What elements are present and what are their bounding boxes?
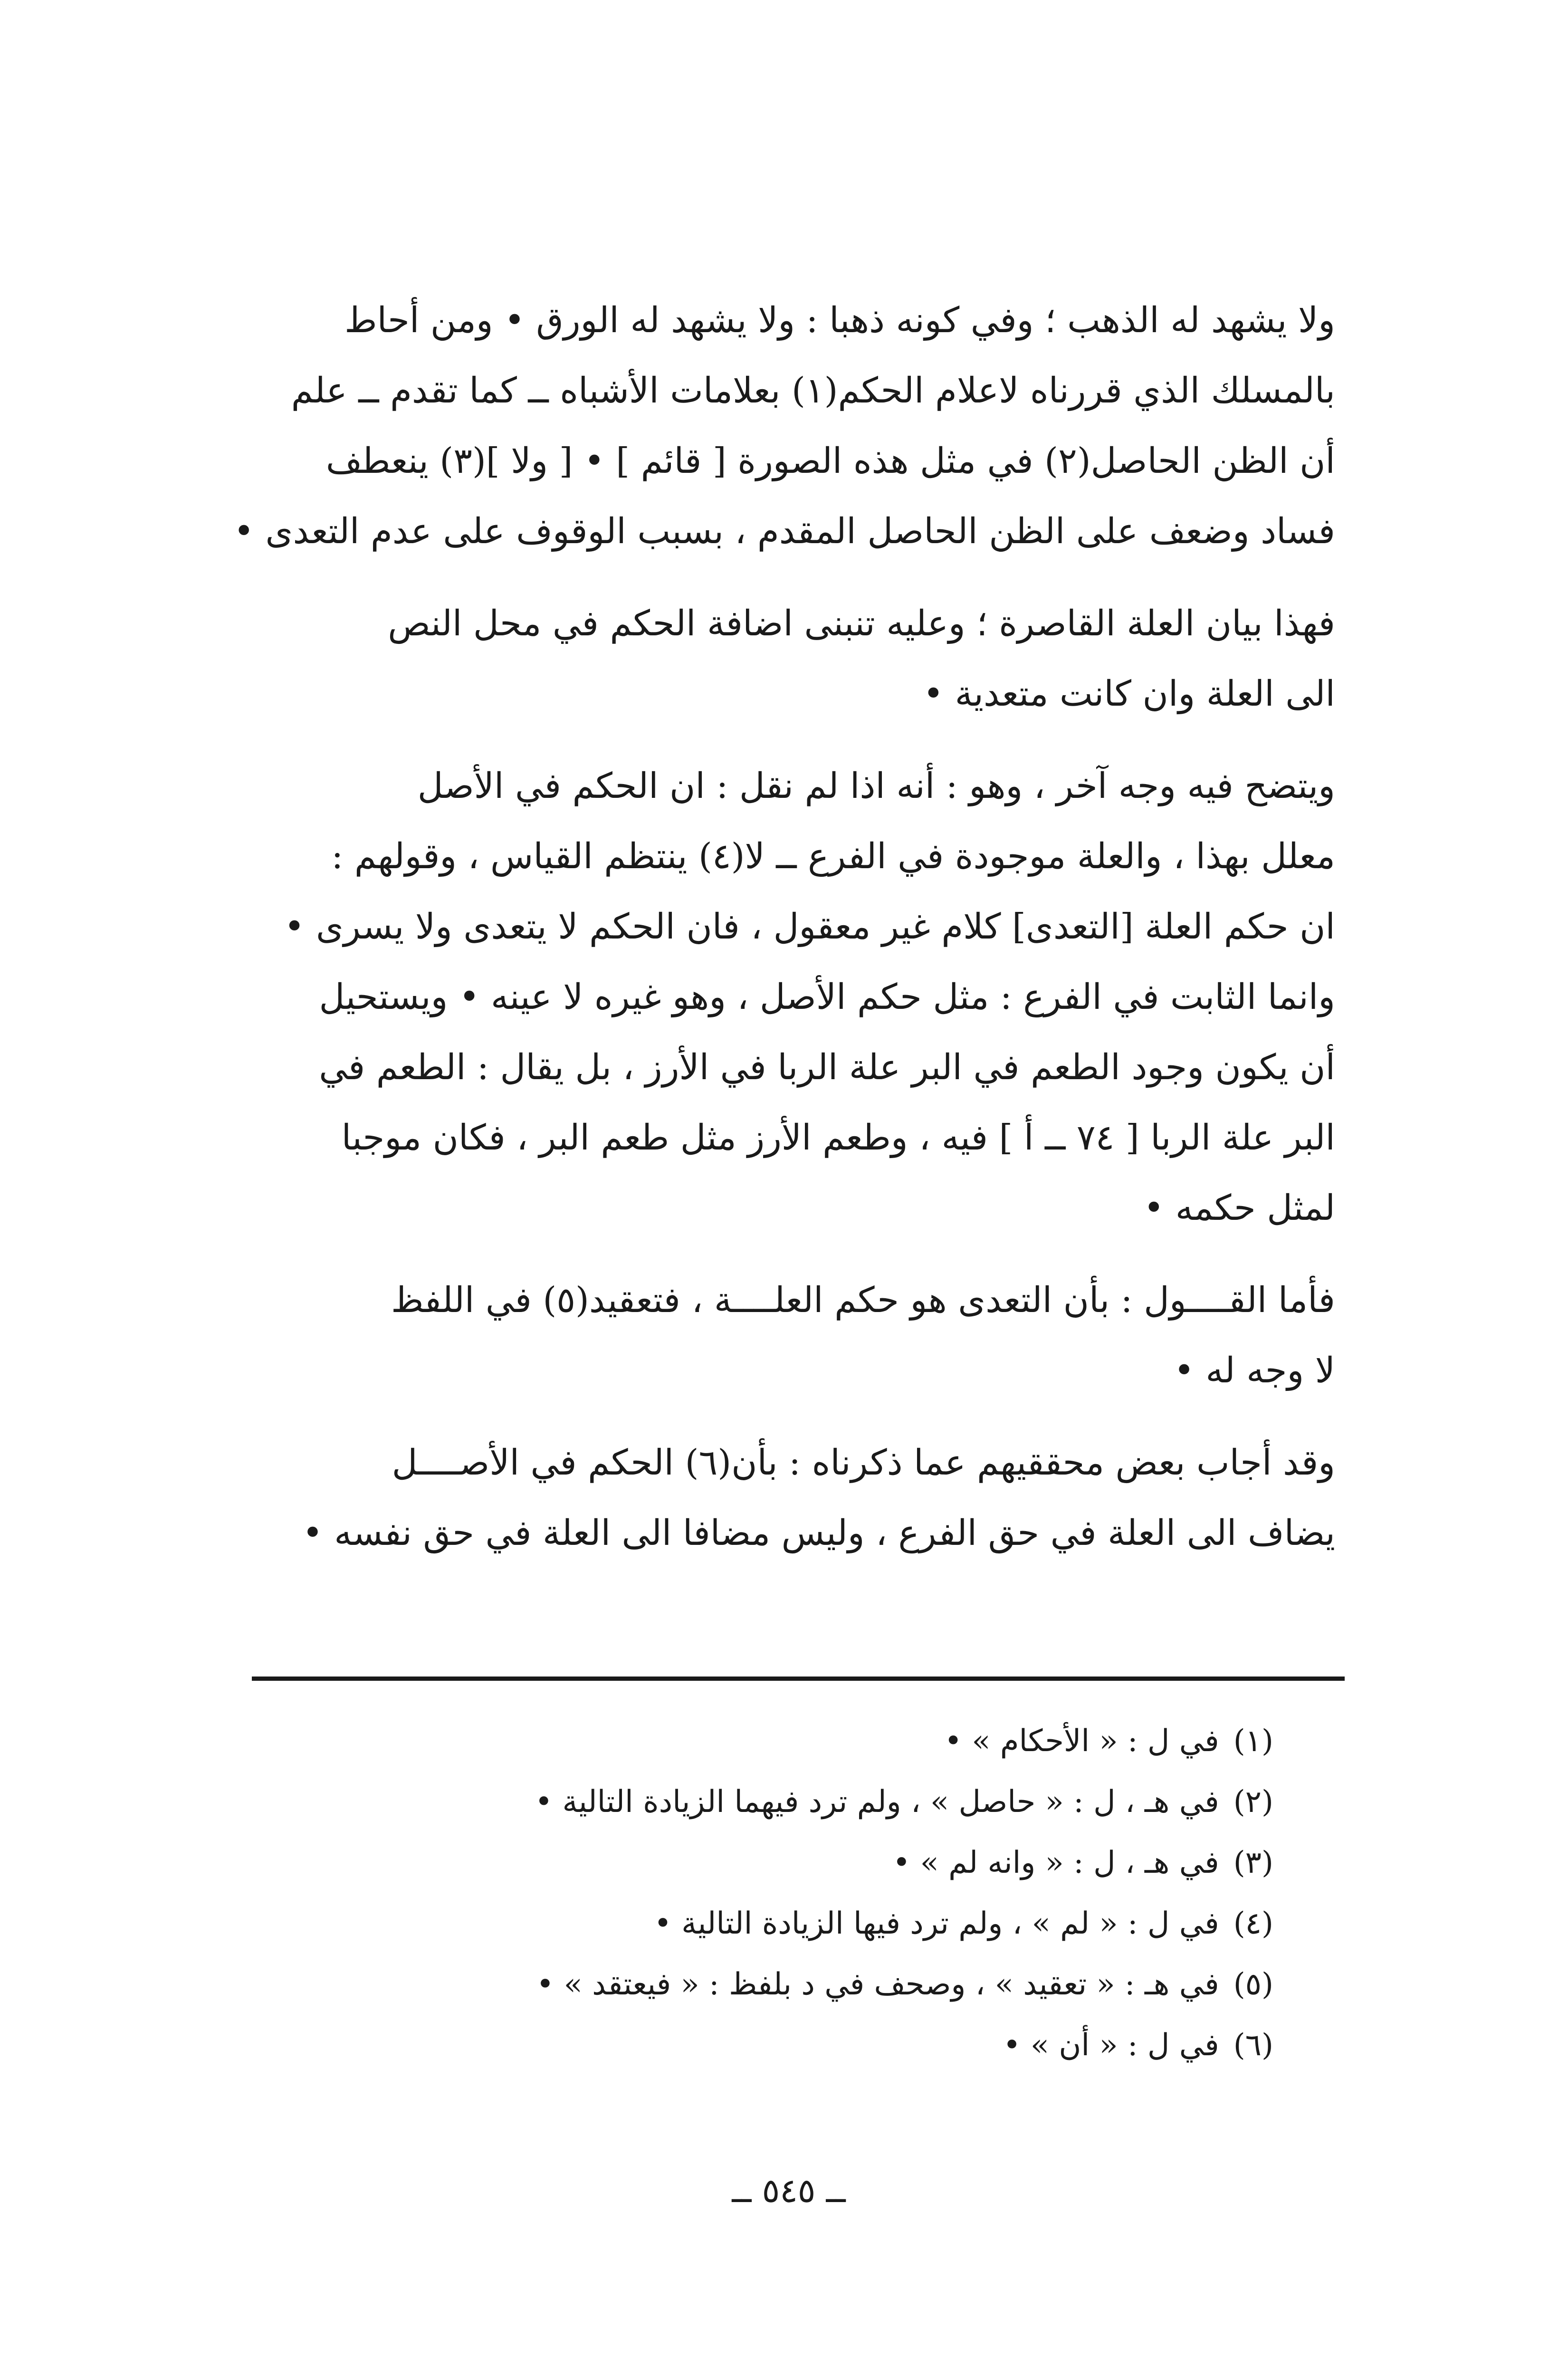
footnote-6 [266,2015,1273,2076]
text-line: فهذا بيان العلة القاصرة ؛ وعليه تنبنى اضافة الحكم في محل النص [388,603,1335,644]
text-line: لمثل حكمه • [1143,1188,1335,1228]
footnote-4 [266,1893,1273,1954]
footnote-1 [266,1711,1273,1772]
text-line: وقد أجاب بعض محققيهم عما ذكرناه : بأن(٦) الحكم في الأصــــل [392,1442,1335,1483]
text-line: يضاف الى العلة في حق الفرع ، وليس مضافا الى العلة في حق نفسه • [302,1513,1335,1553]
text-line: ان حكم العلة [التعدى] كلام غير معقول ، فان الحكم لا يتعدى ولا يسرى • [284,906,1335,947]
footnote-number: (٤) [1233,1906,1273,1941]
text-line: لا وجه له • [1174,1350,1335,1391]
footnote-text: في هـ ، ل : « وانه لم » • [892,1845,1219,1880]
footnotes [266,1711,1273,2076]
footnote-divider [252,1677,1345,1681]
footnote-number: (٦) [1233,2028,1273,2063]
text-line: الى العلة وان كانت متعدية • [923,673,1335,714]
footnote-text: في ل : « أن » • [1003,2028,1219,2063]
footnote-number: (٥) [1233,1967,1273,2002]
footnote-number: (٢) [1233,1784,1273,1820]
text-line: أن الظن الحاصل(٢) في مثل هذه الصورة [ قائم ] • [ ولا ](٣) ينعطف [325,441,1335,481]
text-line: وانما الثابت في الفرع : مثل حكم الأصل ، وهو غيره لا عينه • ويستحيل [319,977,1335,1017]
text-line: فأما القــــول : بأن التعدى هو حكم العلــــة ، فتعقيد(٥) في اللفظ [391,1280,1335,1321]
text-line: معلل بهذا ، والعلة موجودة في الفرع ــ لا(٤) ينتظم القياس ، وقولهم : [331,836,1335,877]
footnote-text: في ل : « الأحكام » • [944,1724,1219,1759]
footnote-number: (٣) [1233,1845,1273,1880]
footnote-text: في هـ ، ل : « حاصل » ، ولم ترد فيهما الزيادة التالية • [535,1784,1219,1820]
paragraph-2 [223,588,1335,729]
footnote-3 [266,1832,1273,1893]
text-line: بالمسلك الذي قررناه لاعلام الحكم(١) بعلامات الأشباه ــ كما تقدم ــ علم [291,370,1335,411]
text-line: البر علة الربا [ ٧٤ ــ أ ] فيه ، وطعم الأرز مثل طعم البر ، فكان موجبا [341,1117,1335,1158]
text-line: فساد وضعف على الظن الحاصل المقدم ، بسبب الوقوف على عدم التعدى • [233,511,1335,552]
text-line: ويتضح فيه وجه آخر ، وهو : أنه اذا لم نقل : ان الحكم في الأصل [417,766,1335,806]
footnote-text: في هـ : « تعقيد » ، وصحف في د بلفظ : « فيعتقد » • [536,1967,1219,2002]
footnote-number: (١) [1233,1724,1273,1759]
paragraph-5 [223,1428,1335,1568]
paragraph-3 [223,751,1335,1243]
footnote-2 [266,1772,1273,1832]
paragraph-1 [223,285,1335,566]
main-text [223,285,1335,1590]
paragraph-4 [223,1265,1335,1406]
page-number: ــ ٥٤٥ ــ [732,2171,846,2210]
text-line: ولا يشهد له الذهب ؛ وفي كونه ذهبا : ولا يشهد له الورق • ومن أحاط [344,300,1335,341]
footnote-5 [266,1954,1273,2015]
footnote-text: في ل : « لم » ، ولم ترد فيها الزيادة التالية • [654,1906,1219,1941]
text-line: أن يكون وجود الطعم في البر علة الربا في الأرز ، بل يقال : الطعم في [319,1047,1335,1088]
